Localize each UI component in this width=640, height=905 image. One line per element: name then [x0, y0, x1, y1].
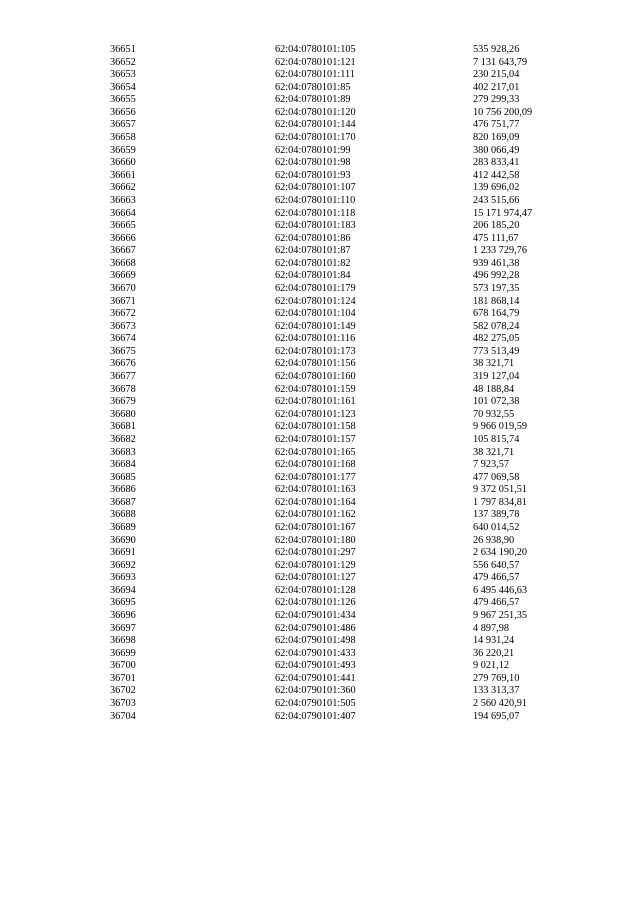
- cadastral-value-cell: 206 185,20: [473, 220, 520, 232]
- table-row: [110, 346, 590, 359]
- cadastral-value-cell: 283 833,41: [473, 157, 520, 169]
- row-number-cell: 36652: [110, 56, 136, 68]
- cadastral-number-cell: 62:04:0790101:407: [275, 710, 356, 722]
- table-row: [110, 472, 590, 485]
- cadastral-value-cell: 479 466,57: [473, 597, 520, 609]
- cadastral-number-cell: 62:04:0780101:161: [275, 396, 356, 408]
- cadastral-number-cell: 62:04:0780101:86: [275, 232, 351, 244]
- cadastral-value-cell: 319 127,04: [473, 371, 520, 383]
- row-number-cell: 36697: [110, 622, 136, 634]
- row-number-cell: 36667: [110, 245, 136, 257]
- cadastral-number-cell: 62:04:0780101:127: [275, 572, 356, 584]
- cadastral-number-cell: 62:04:0790101:493: [275, 660, 356, 672]
- table-row: [110, 258, 590, 271]
- row-number-cell: 36674: [110, 333, 136, 345]
- row-number-cell: 36683: [110, 446, 136, 458]
- row-number-cell: 36692: [110, 559, 136, 571]
- row-number-cell: 36690: [110, 534, 136, 546]
- row-number-cell: 36677: [110, 371, 136, 383]
- cadastral-number-cell: 62:04:0780101:170: [275, 132, 356, 144]
- table-row: [110, 119, 590, 132]
- cadastral-value-table: [110, 44, 590, 723]
- row-number-cell: 36661: [110, 169, 136, 181]
- cadastral-value-cell: 556 640,57: [473, 559, 520, 571]
- cadastral-number-cell: 62:04:0780101:163: [275, 484, 356, 496]
- cadastral-value-cell: 9 966 019,59: [473, 421, 528, 433]
- cadastral-number-cell: 62:04:0780101:82: [275, 257, 351, 269]
- cadastral-value-cell: 412 442,58: [473, 169, 520, 181]
- cadastral-number-cell: 62:04:0780101:165: [275, 446, 356, 458]
- table-row: [110, 660, 590, 673]
- table-row: [110, 321, 590, 334]
- cadastral-number-cell: 62:04:0780101:167: [275, 521, 356, 533]
- cadastral-value-cell: 482 275,05: [473, 333, 520, 345]
- cadastral-number-cell: 62:04:0780101:105: [275, 44, 356, 55]
- cadastral-number-cell: 62:04:0780101:124: [275, 295, 356, 307]
- row-number-cell: 36658: [110, 132, 136, 144]
- row-number-cell: 36655: [110, 94, 136, 106]
- row-number-cell: 36682: [110, 433, 136, 445]
- cadastral-value-cell: 101 072,38: [473, 396, 520, 408]
- row-number-cell: 36672: [110, 308, 136, 320]
- cadastral-value-cell: 279 769,10: [473, 672, 520, 684]
- table-row: [110, 270, 590, 283]
- cadastral-value-cell: 475 111,67: [473, 232, 519, 244]
- row-number-cell: 36704: [110, 710, 136, 722]
- cadastral-number-cell: 62:04:0780101:93: [275, 169, 351, 181]
- table-row: [110, 157, 590, 170]
- cadastral-value-cell: 133 313,37: [473, 685, 520, 697]
- table-row: [110, 610, 590, 623]
- cadastral-number-cell: 62:04:0780101:118: [275, 207, 356, 219]
- table-row: [110, 685, 590, 698]
- row-number-cell: 36701: [110, 672, 136, 684]
- cadastral-number-cell: 62:04:0780101:128: [275, 584, 356, 596]
- table-row: [110, 208, 590, 221]
- row-number-cell: 36703: [110, 698, 136, 710]
- cadastral-value-cell: 9 967 251,35: [473, 610, 528, 622]
- row-number-cell: 36699: [110, 647, 136, 659]
- cadastral-value-cell: 820 169,09: [473, 132, 520, 144]
- cadastral-number-cell: 62:04:0780101:159: [275, 383, 356, 395]
- cadastral-value-cell: 582 078,24: [473, 320, 520, 332]
- row-number-cell: 36666: [110, 232, 136, 244]
- table-row: [110, 69, 590, 82]
- cadastral-value-cell: 14 931,24: [473, 635, 515, 647]
- table-row: [110, 635, 590, 648]
- cadastral-value-cell: 181 868,14: [473, 295, 520, 307]
- table-row: [110, 384, 590, 397]
- table-row: [110, 509, 590, 522]
- cadastral-number-cell: 62:04:0780101:89: [275, 94, 351, 106]
- row-number-cell: 36700: [110, 660, 136, 672]
- cadastral-number-cell: 62:04:0780101:183: [275, 220, 356, 232]
- row-number-cell: 36678: [110, 383, 136, 395]
- table-row: [110, 233, 590, 246]
- row-number-cell: 36693: [110, 572, 136, 584]
- cadastral-value-cell: 38 321,71: [473, 358, 515, 370]
- cadastral-number-cell: 62:04:0780101:177: [275, 471, 356, 483]
- table-row: [110, 522, 590, 535]
- row-number-cell: 36651: [110, 44, 136, 55]
- cadastral-number-cell: 62:04:0790101:434: [275, 610, 356, 622]
- table-row: [110, 107, 590, 120]
- table-row: [110, 308, 590, 321]
- cadastral-value-cell: 243 515,66: [473, 194, 520, 206]
- cadastral-value-cell: 773 513,49: [473, 345, 520, 357]
- table-row: [110, 296, 590, 309]
- cadastral-value-cell: 10 756 200,09: [473, 106, 533, 118]
- cadastral-value-cell: 9 021,12: [473, 660, 510, 672]
- cadastral-number-cell: 62:04:0780101:160: [275, 371, 356, 383]
- table-row: [110, 572, 590, 585]
- cadastral-value-cell: 7 923,57: [473, 459, 510, 471]
- row-number-cell: 36659: [110, 144, 136, 156]
- table-row: [110, 698, 590, 711]
- cadastral-value-cell: 4 897,98: [473, 622, 510, 634]
- cadastral-value-cell: 38 321,71: [473, 446, 515, 458]
- table-row: [110, 648, 590, 661]
- cadastral-number-cell: 62:04:0780101:110: [275, 194, 356, 206]
- row-number-cell: 36665: [110, 220, 136, 232]
- table-row: [110, 447, 590, 460]
- cadastral-number-cell: 62:04:0780101:87: [275, 245, 351, 257]
- cadastral-number-cell: 62:04:0780101:162: [275, 509, 356, 521]
- table-row: [110, 82, 590, 95]
- table-row: [110, 170, 590, 183]
- cadastral-number-cell: 62:04:0790101:505: [275, 698, 356, 710]
- cadastral-number-cell: 62:04:0780101:157: [275, 433, 356, 445]
- cadastral-number-cell: 62:04:0780101:168: [275, 459, 356, 471]
- table-row: [110, 560, 590, 573]
- row-number-cell: 36695: [110, 597, 136, 609]
- table-row: [110, 132, 590, 145]
- row-number-cell: 36689: [110, 521, 136, 533]
- cadastral-value-cell: 26 938,90: [473, 534, 515, 546]
- cadastral-number-cell: 62:04:0780101:164: [275, 496, 356, 508]
- row-number-cell: 36698: [110, 635, 136, 647]
- row-number-cell: 36662: [110, 182, 136, 194]
- cadastral-number-cell: 62:04:0790101:441: [275, 672, 356, 684]
- row-number-cell: 36657: [110, 119, 136, 131]
- table-row: [110, 358, 590, 371]
- row-number-cell: 36676: [110, 358, 136, 370]
- row-number-cell: 36694: [110, 584, 136, 596]
- cadastral-number-cell: 62:04:0780101:180: [275, 534, 356, 546]
- cadastral-value-cell: 48 188,84: [473, 383, 515, 395]
- cadastral-value-cell: 1 233 729,76: [473, 245, 528, 257]
- cadastral-number-cell: 62:04:0790101:433: [275, 647, 356, 659]
- cadastral-value-cell: 137 389,78: [473, 509, 520, 521]
- table-row: [110, 497, 590, 510]
- cadastral-number-cell: 62:04:0790101:498: [275, 635, 356, 647]
- table-row: [110, 623, 590, 636]
- cadastral-number-cell: 62:04:0780101:99: [275, 144, 351, 156]
- table-row: [110, 547, 590, 560]
- row-number-cell: 36671: [110, 295, 136, 307]
- row-number-cell: 36686: [110, 484, 136, 496]
- cadastral-number-cell: 62:04:0780101:123: [275, 408, 356, 420]
- cadastral-value-cell: 678 164,79: [473, 308, 520, 320]
- table-row: [110, 459, 590, 472]
- cadastral-value-cell: 477 069,58: [473, 471, 520, 483]
- row-number-cell: 36653: [110, 69, 136, 81]
- cadastral-number-cell: 62:04:0780101:85: [275, 81, 351, 93]
- row-number-cell: 36664: [110, 207, 136, 219]
- cadastral-value-cell: 15 171 974,47: [473, 207, 533, 219]
- table-row: [110, 220, 590, 233]
- table-row: [110, 434, 590, 447]
- table-row: [110, 145, 590, 158]
- row-number-cell: 36687: [110, 496, 136, 508]
- table-row: [110, 195, 590, 208]
- cadastral-number-cell: 62:04:0780101:297: [275, 547, 356, 559]
- cadastral-value-cell: 70 932,55: [473, 408, 515, 420]
- cadastral-value-cell: 402 217,01: [473, 81, 520, 93]
- cadastral-number-cell: 62:04:0780101:129: [275, 559, 356, 571]
- table-row: [110, 673, 590, 686]
- row-number-cell: 36668: [110, 257, 136, 269]
- row-number-cell: 36656: [110, 106, 136, 118]
- cadastral-number-cell: 62:04:0790101:360: [275, 685, 356, 697]
- row-number-cell: 36691: [110, 547, 136, 559]
- cadastral-value-cell: 105 815,74: [473, 433, 520, 445]
- cadastral-value-cell: 230 215,04: [473, 69, 520, 81]
- cadastral-number-cell: 62:04:0780101:144: [275, 119, 356, 131]
- table-row: [110, 409, 590, 422]
- table-row: [110, 585, 590, 598]
- cadastral-number-cell: 62:04:0780101:149: [275, 320, 356, 332]
- cadastral-number-cell: 62:04:0780101:173: [275, 345, 356, 357]
- cadastral-value-cell: 7 131 643,79: [473, 56, 528, 68]
- row-number-cell: 36663: [110, 194, 136, 206]
- row-number-cell: 36681: [110, 421, 136, 433]
- table-row: [110, 283, 590, 296]
- cadastral-value-cell: 6 495 446,63: [473, 584, 528, 596]
- cadastral-value-cell: 939 461,38: [473, 257, 520, 269]
- table-row: [110, 94, 590, 107]
- row-number-cell: 36679: [110, 396, 136, 408]
- row-number-cell: 36702: [110, 685, 136, 697]
- row-number-cell: 36654: [110, 81, 136, 93]
- cadastral-value-cell: 496 992,28: [473, 270, 520, 282]
- table-row: [110, 245, 590, 258]
- row-number-cell: 36669: [110, 270, 136, 282]
- row-number-cell: 36684: [110, 459, 136, 471]
- cadastral-number-cell: 62:04:0780101:116: [275, 333, 356, 345]
- table-row: [110, 535, 590, 548]
- cadastral-value-cell: 9 372 051,51: [473, 484, 528, 496]
- cadastral-number-cell: 62:04:0780101:84: [275, 270, 351, 282]
- table-row: [110, 371, 590, 384]
- table-row: [110, 421, 590, 434]
- row-number-cell: 36670: [110, 282, 136, 294]
- cadastral-value-cell: 194 695,07: [473, 710, 520, 722]
- cadastral-value-cell: 476 751,77: [473, 119, 520, 131]
- cadastral-number-cell: 62:04:0780101:107: [275, 182, 356, 194]
- cadastral-value-cell: 380 066,49: [473, 144, 520, 156]
- cadastral-value-cell: 479 466,57: [473, 572, 520, 584]
- row-number-cell: 36688: [110, 509, 136, 521]
- row-number-cell: 36680: [110, 408, 136, 420]
- cadastral-value-cell: 2 560 420,91: [473, 698, 528, 710]
- table-row: [110, 44, 590, 57]
- cadastral-value-cell: 640 014,52: [473, 521, 520, 533]
- table-row: [110, 597, 590, 610]
- table-row: [110, 711, 590, 724]
- cadastral-number-cell: 62:04:0780101:120: [275, 106, 356, 118]
- cadastral-number-cell: 62:04:0780101:98: [275, 157, 351, 169]
- cadastral-value-cell: 1 797 834,81: [473, 496, 528, 508]
- cadastral-value-cell: 279 299,33: [473, 94, 520, 106]
- cadastral-number-cell: 62:04:0790101:486: [275, 622, 356, 634]
- cadastral-number-cell: 62:04:0780101:158: [275, 421, 356, 433]
- cadastral-value-cell: 139 696,02: [473, 182, 520, 194]
- cadastral-value-cell: 36 220,21: [473, 647, 515, 659]
- table-row: [110, 57, 590, 70]
- row-number-cell: 36675: [110, 345, 136, 357]
- table-row: [110, 396, 590, 409]
- row-number-cell: 36660: [110, 157, 136, 169]
- cadastral-value-cell: 2 634 190,20: [473, 547, 528, 559]
- cadastral-number-cell: 62:04:0780101:104: [275, 308, 356, 320]
- cadastral-number-cell: 62:04:0780101:126: [275, 597, 356, 609]
- cadastral-number-cell: 62:04:0780101:179: [275, 282, 356, 294]
- table-row: [110, 484, 590, 497]
- row-number-cell: 36673: [110, 320, 136, 332]
- cadastral-value-cell: 535 928,26: [473, 44, 520, 55]
- cadastral-number-cell: 62:04:0780101:121: [275, 56, 356, 68]
- row-number-cell: 36685: [110, 471, 136, 483]
- cadastral-value-cell: 573 197,35: [473, 282, 520, 294]
- cadastral-number-cell: 62:04:0780101:156: [275, 358, 356, 370]
- table-row: [110, 182, 590, 195]
- cadastral-number-cell: 62:04:0780101:111: [275, 69, 355, 81]
- table-row: [110, 333, 590, 346]
- row-number-cell: 36696: [110, 610, 136, 622]
